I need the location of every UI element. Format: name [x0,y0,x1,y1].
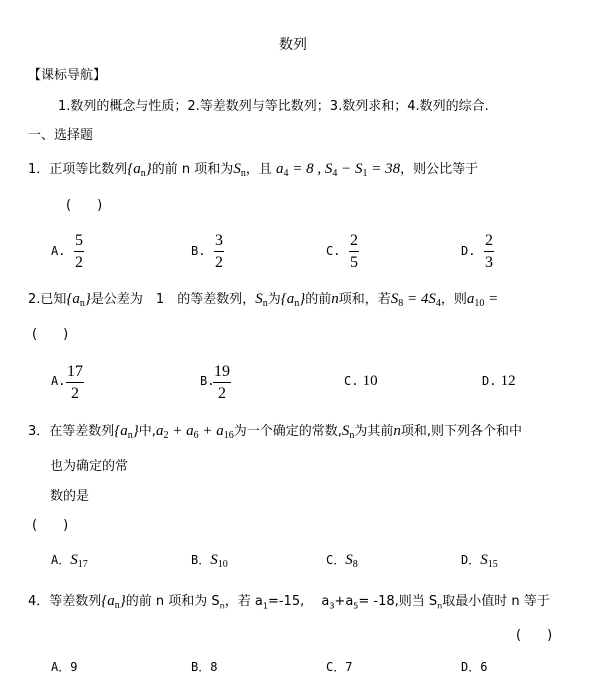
option-a-label: A. [51,374,66,388]
option-a-fraction: 5 2 [75,232,83,271]
question-1: 1．正项等比数列$\{a_n\}$的前 n 项和为$S_n$，且 $a_4 = 8$ , $S_4 - S_1 = 38$，则公比等于 [28,161,479,179]
question-3: 3．在等差数列$\{a_n\}$中$,a_2 + a_6 + a_{16}$为一个确定的常数$,S_n$为其前n项和,则下列各个和中 [28,423,522,441]
answer-paren: ( ) [32,327,69,342]
option-d: D．6 [461,660,488,674]
question-number: 2. [28,292,41,307]
question-4: 4．等差数列$\{a_n\}$的前 n 项和为 $S_n$，若 $a_1=-15$, $a_3+a_5= -18$,则当 $S_n$取最小值时 n 等于 [28,593,550,611]
option-b-fraction: 3 2 [215,232,223,271]
option-c: C．7 [326,660,353,674]
option-a: A．$S_{17}$ [51,552,88,570]
option-d: D. 12 [482,373,516,389]
section-heading: 一、选择题 [28,128,94,143]
nav-heading: 【课标导航】 [28,68,107,83]
option-c: C. 10 [344,373,378,389]
question-number: 1． [28,162,50,177]
question-number: 4． [28,594,50,609]
option-b-fraction: 19 2 [214,363,230,402]
question-2: 2.已知$\{a_n\}$是公差为 1 的等差数列，$S_n$为$\{a_n\}$的前n项和，若$S_8 = 4S_4$，则$a_{10}$ = [28,291,499,309]
question-number: 3． [28,424,50,439]
option-a-fraction: 17 2 [67,363,83,402]
page-title: 数列 [279,37,307,53]
option-a-label: A. [51,244,66,258]
option-c-fraction: 2 5 [350,232,358,271]
answer-paren: ( ) [32,518,69,533]
option-d-label: D. [461,244,476,258]
answer-paren: ( ) [66,198,103,213]
option-a: A．9 [51,660,78,674]
option-b-label: B. [200,374,215,388]
option-c-label: C. [326,244,341,258]
option-b: B．$S_{10}$ [191,552,228,570]
option-d: D．$S_{15}$ [461,552,498,570]
question-3-line-3: 数的是 [50,489,90,504]
option-b-label: B. [191,244,206,258]
nav-text: 1.数列的概念与性质；2.等差数列与等比数列；3.数列求和；4.数列的综合. [58,99,489,114]
option-d-fraction: 2 3 [485,232,493,271]
answer-paren: ( ) [516,628,553,643]
question-3-line-2: 也为确定的常 [50,459,129,474]
option-c: C．$S_8$ [326,552,358,570]
option-b: B．8 [191,660,218,674]
